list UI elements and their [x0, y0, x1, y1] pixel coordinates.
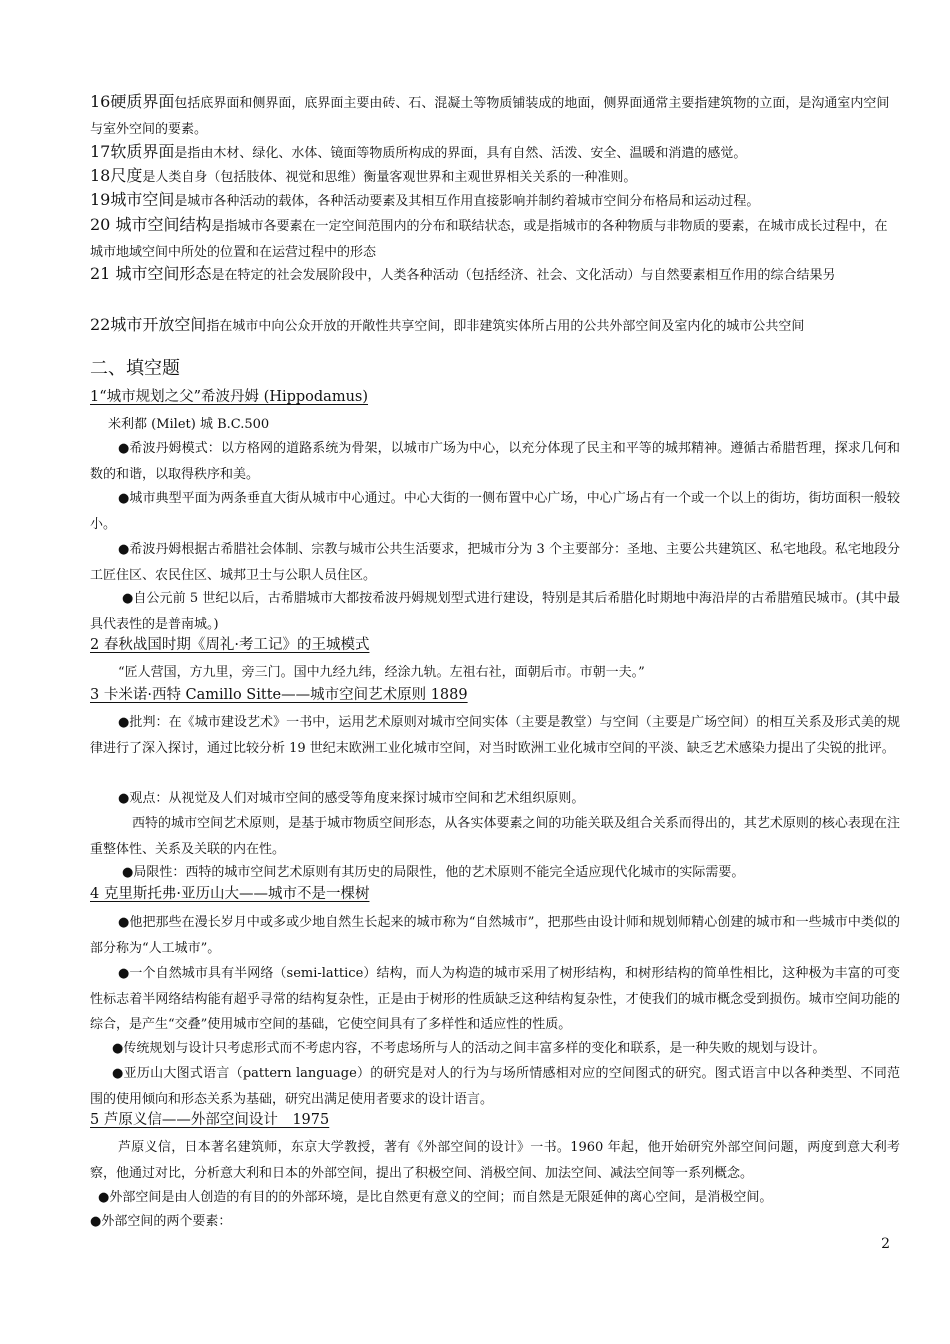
definition-term: 城市空间 — [110, 190, 175, 209]
definition-text: 是指城市各要素在一定空间范围内的分布和联结状态，或是指城市的各种物质与非物质的要素，在城市成长过程中，在城市地域空间中所处的位置和在运营过程中的形态 — [90, 219, 888, 260]
paragraph-sitte-critique: ●批判：在《城市建设艺术》一书中，运用艺术原则对城市空间实体（主要是教堂）与空间（主要是广场空间）的相互关系及形式美的规律进行了深入探讨，通过比较分析 19 世纪末欧洲工业化城市空间，对当时欧洲工业化城市空间的平淡、缺乏艺术感染力提出了尖锐的批评。 — [90, 715, 900, 756]
paragraph-milet: 米利都 (Milet) 城 B.C.500 — [108, 417, 270, 432]
definition-22 — [90, 312, 900, 340]
definition-text: 指在城市中向公众开放的开敞性共享空间，即非建筑实体所占用的公共外部空间及室内化的城市公共空间 — [206, 319, 805, 334]
paragraph-pattern-language: ●亚历山大图式语言（pattern language）的研究是对人的行为与场所情感相对应的空间图式的研究。图式语言中以各种类型、不同范围的使用倾向和形态关系为基础，研究出满足使用者要求的设计语言。 — [90, 1066, 900, 1107]
definition-term: 城市空间形态 — [115, 264, 212, 283]
definition-text: 是城市各种活动的载体，各种活动要素及其相互作用直接影响并制约着城市空间分布格局和运动过程。 — [174, 194, 760, 209]
paragraph-hippodamus-model: ●希波丹姆模式：以方格网的道路系统为骨架，以城市广场为中心，以充分体现了民主和平等的城邦精神。遵循古希腊哲理，探求几何和数的和谐，以取得秩序和美。 — [90, 441, 900, 482]
section-title: 二、填空题 — [90, 358, 180, 379]
paragraph-typical-plan: ●城市典型平面为两条垂直大街从城市中心通过。中心大街的一侧布置中心广场，中心广场占有一个或一个以上的街坊，街坊面积一般较小。 — [90, 491, 900, 532]
paragraph-three-parts: ●希波丹姆根据古希腊社会体制、宗教与城市公共生活要求，把城市分为 3 个主要部分：圣地、主要公共建筑区、私宅地段。私宅地段分工匠住区、农民住区、城邦卫士与公职人员住区。 — [90, 542, 900, 583]
heading-alexander: 4 克里斯托弗·亚历山大——城市不是一棵树 — [90, 886, 370, 902]
definition-term: 硬质界面 — [110, 92, 175, 111]
definition-number: 18 — [90, 166, 111, 185]
paragraph-semi-lattice: ●一个自然城市具有半网络（semi-lattice）结构，而人为构造的城市采用了树形结构，和树形结构的简单性相比，这种极为丰富的可变性标志着半网络结构能有超乎寻常的结构复杂性，正是由于树形的性质缺乏这种结构复杂性，才使我们的城市概念受到损伤。城市空间功能的综合，是产生“交叠”使用城市空间的基础，它使空间具有了多样性和适应性的性质。 — [90, 966, 900, 1032]
page-number: 2 — [881, 1236, 890, 1252]
paragraph-sitte-view: ●观点：从视觉及人们对城市空间的感受等角度来探讨城市空间和艺术组织原则。 — [118, 791, 585, 806]
definition-text: 包括底界面和侧界面，底界面主要由砖、石、混凝土等物质铺装成的地面，侧界面通常主要指建筑物的立面，是沟通室内空间与室外空间的要素。 — [90, 96, 890, 137]
definition-text: 是人类自身（包括肢体、视觉和思维）衡量客观世界和主观世界相关关系的一种准则。 — [142, 170, 637, 185]
definition-16 — [90, 89, 900, 143]
definition-term: 尺度 — [110, 166, 143, 185]
paragraph-traditional-planning: ●传统规划与设计只考虑形式而不考虑内容，不考虑场所与人的活动之间丰富多样的变化和联系，是一种失败的规划与设计。 — [112, 1041, 826, 1056]
definition-number: 22 — [90, 315, 111, 334]
heading-camillo-sitte: 3 卡米诺·西特 Camillo Sitte——城市空间艺术原则 1889 — [90, 687, 468, 703]
definition-number: 16 — [90, 92, 111, 111]
definition-term: 软质界面 — [110, 142, 175, 161]
heading-ashihara: 5 芦原义信——外部空间设计 1975 — [90, 1112, 330, 1128]
paragraph-sitte-limitations: ●局限性：西特的城市空间艺术原则有其历史的局限性，他的艺术原则不能完全适应现代化城市的实际需要。 — [122, 865, 745, 880]
paragraph-ashihara-intro: 芦原义信，日本著名建筑师，东京大学教授，著有《外部空间的设计》一书。1960 年起，他开始研究外部空间问题，两度到意大利考察，他通过对比，分析意大利和日本的外部空间，提出了积极空间、消极空间、加法空间、减法空间等一系列概念。 — [90, 1140, 900, 1181]
paragraph-natural-city: ●他把那些在漫长岁月中或多或少地自然生长起来的城市称为“自然城市”，把那些由设计师和规划师精心创建的城市和一些城市中类似的部分称为“人工城市”。 — [90, 915, 900, 956]
paragraph-exterior-space: ●外部空间是由人创造的有目的的外部环境，是比自然更有意义的空间；而自然是无限延伸的离心空间，是消极空间。 — [98, 1190, 773, 1205]
definition-text: 是在特定的社会发展阶段中，人类各种活动（包括经济、社会、文化活动）与自然要素相互作用的综合结果另 — [211, 268, 836, 283]
definition-number: 19 — [90, 190, 111, 209]
definition-term: 城市空间结构 — [115, 215, 212, 234]
definition-number: 21 — [90, 264, 116, 283]
definition-number: 17 — [90, 142, 111, 161]
definition-number: 20 — [90, 215, 116, 234]
paragraph-kaogongji-quote: “匠人营国，方九里，旁三门。国中九经九纬，经涂九轨。左祖右社，面朝后市。市朝一夫。” — [118, 665, 645, 680]
definition-term: 城市开放空间 — [110, 315, 207, 334]
definition-20 — [90, 212, 900, 266]
definition-21 — [90, 261, 900, 289]
paragraph-sitte-principles: 西特的城市空间艺术原则，是基于城市物质空间形态，从各实体要素之间的功能关联及组合关系而得出的，其艺术原则的核心表现在注重整体性、关系及关联的内在性。 — [90, 816, 900, 857]
heading-kaogongji: 2 春秋战国时期《周礼·考工记》的王城模式 — [90, 637, 370, 653]
definition-text: 是指由木材、绿化、水体、镜面等物质所构成的界面，具有自然、活泼、安全、温暖和消遣的感觉。 — [174, 146, 747, 161]
heading-hippodamus: 1“城市规划之父”希波丹姆 (Hippodamus) — [90, 389, 369, 405]
definition-19 — [90, 187, 900, 215]
paragraph-two-elements: ●外部空间的两个要素： — [90, 1214, 232, 1229]
paragraph-greek-colonies: ●自公元前 5 世纪以后，古希腊城市大都按希波丹姆规划型式进行建设，特别是其后希腊化时期地中海沿岸的古希腊殖民城市。(其中最具代表性的是普南城。) — [90, 591, 900, 632]
